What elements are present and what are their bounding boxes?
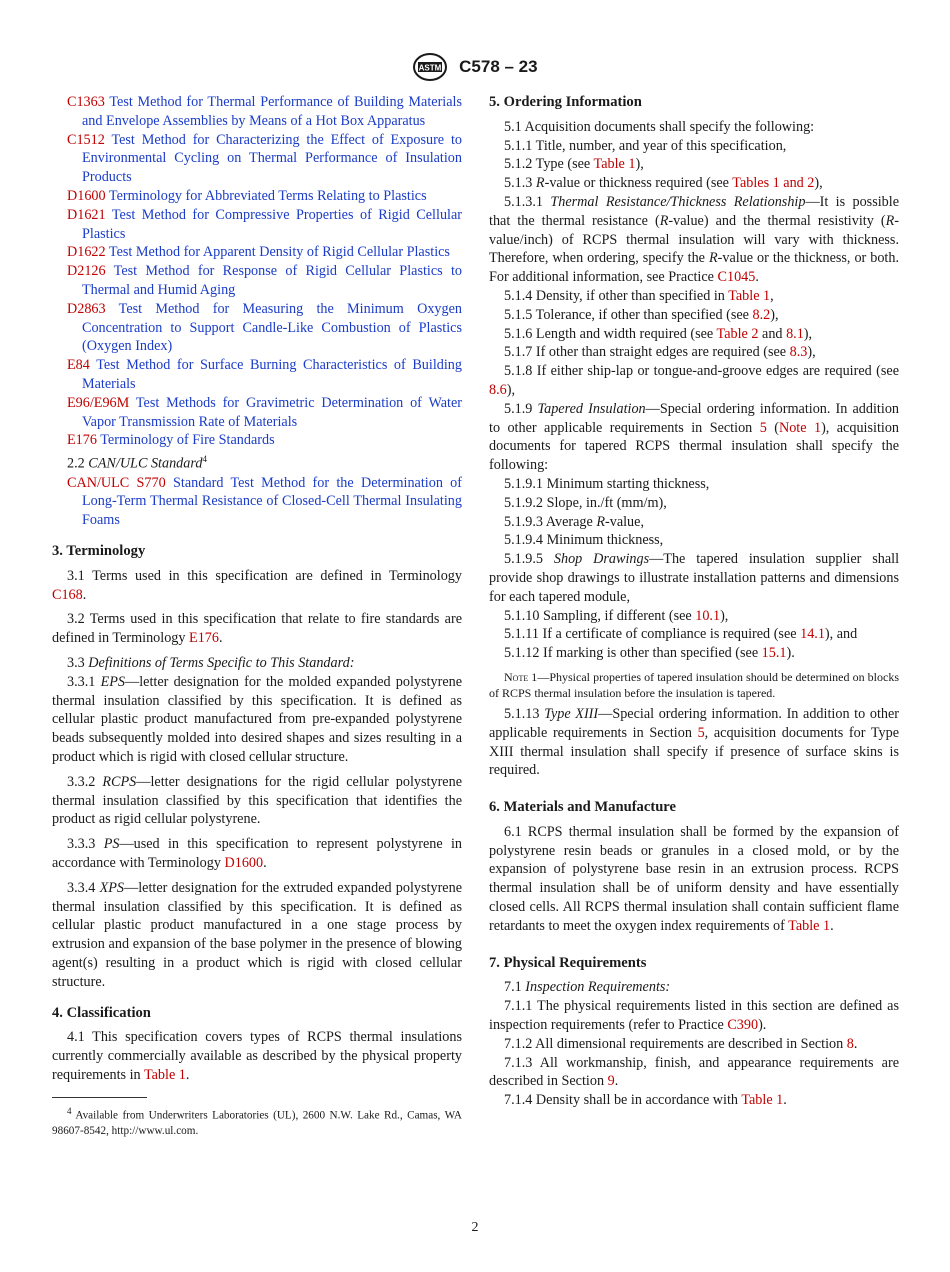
reference-code-link[interactable]: D1622 [67, 244, 106, 261]
reference-code-link[interactable]: D2126 [67, 263, 106, 280]
paragraph-7-1-3: 7.1.3 All workmanship, finish, and appearance requirements are described in Section 9. [489, 1054, 899, 1090]
reference-code-link[interactable]: E84 [67, 357, 90, 374]
paragraph-5-1: 5.1 Acquisition documents shall specify the following: [504, 118, 815, 135]
paragraph-3-3-2: 3.3.2 RCPS—letter designations for the rigid cellular polystyrene thermal insulation classified by this specification that identifies the product as rigid cellular polystyrene. [52, 773, 462, 828]
reference-title: Test Method for Response of Rigid Cellular Plastics to Thermal and Humid Aging [82, 263, 462, 298]
cross-ref-link[interactable]: 8.6 [489, 381, 507, 398]
paragraph-5-1-2: 5.1.2 Type (see Table 1), [504, 156, 644, 173]
paragraph-3-3: 3.3 Definitions of Terms Specific to This Standard: [67, 655, 355, 672]
cross-ref-link[interactable]: 5 [759, 419, 767, 436]
reference-title: Test Methods for Gravimetric Determination of Water Vapor Transmission Rate of Materials [82, 394, 462, 430]
reference-code-link[interactable]: D1621 [67, 206, 106, 223]
reference-title: Test Method for Characterizing the Effect of Exposure to Environmental Cycling on Thermal Performance of Insulation Products [82, 131, 462, 186]
cross-ref-link[interactable]: Table 1 [593, 156, 636, 173]
reference-code-link[interactable]: CAN/ULC S770 [67, 474, 166, 491]
paragraph-5-1-3-1: 5.1.3.1 Thermal Resistance/Thickness Relationship—It is possible that the thermal resistance (R-value) and the thermal resistivity (R-value/inch) of RCPS thermal insulation will vary with thickness. Therefore, when ordering, specify the R-value or the thickness, or both. For additional information, see Practice C1045. [489, 193, 900, 286]
cross-ref-link[interactable]: 9 [607, 1073, 615, 1090]
reference-title: Test Method for Measuring the Minimum Oxygen Concentration to Support Candle-Like Combustion of Plastics (Oxygen Index) [82, 300, 462, 355]
reference-item [52, 243, 462, 262]
left-column [52, 93, 462, 1139]
paragraph-5-1-9: 5.1.9 Tapered Insulation—Special ordering information. In addition to other applicable requirements in Section 5 (Note 1), acquisition documents for tapered RCPS thermal insulation shall specify the following: [489, 400, 900, 474]
cross-ref-link[interactable]: Table 1 [788, 917, 831, 934]
reference-item [52, 394, 462, 432]
paragraph-5-1-8: 5.1.8 If either ship-lap or tongue-and-groove edges are required (see 8.6), [489, 363, 899, 398]
reference-item [52, 474, 462, 530]
reference-title: Test Method for Surface Burning Characteristics of Building Materials [82, 357, 462, 392]
cross-ref-link[interactable]: C1045 [717, 269, 756, 286]
paragraph-5-1-11: 5.1.11 If a certificate of compliance is required (see 14.1), and [504, 626, 858, 643]
right-column [489, 93, 899, 1110]
paragraph-7-1-1: 7.1.1 The physical requirements listed in this section are defined as inspection requirements (refer to Practice C390). [489, 998, 899, 1034]
section-heading-terminology: 3. Terminology [52, 543, 146, 560]
paragraph-5-1-5: 5.1.5 Tolerance, if other than specified (see 8.2), [504, 306, 779, 323]
cross-ref-link[interactable]: 14.1 [800, 626, 825, 643]
paragraph-5-1-9-1: 5.1.9.1 Minimum starting thickness, [504, 475, 710, 492]
cross-ref-link[interactable]: 8.2 [752, 306, 771, 323]
note-1: Note 1—Physical properties of tapered insulation should be determined on blocks of RCPS thermal insulation before the insulation is tapered. [489, 669, 900, 700]
cross-ref-link[interactable]: 5 [697, 724, 705, 741]
cross-ref-link[interactable]: Table 1 [728, 287, 771, 304]
cross-ref-link[interactable]: D1600 [224, 855, 264, 872]
cross-ref-link[interactable]: Table 1 [143, 1066, 186, 1083]
reference-title: Test Method for Apparent Density of Rigid Cellular Plastics [108, 244, 450, 261]
section-heading-materials: 6. Materials and Manufacture [489, 799, 676, 816]
section-heading-ordering: 5. Ordering Information [489, 94, 642, 110]
page-number: 2 [471, 1220, 479, 1235]
footnote: $^4$ Available from Underwriters Laboratories (UL), 2600 N.W. Lake Rd., Camas, WA 98607-8542, http://www.ul.com. [52, 1105, 462, 1137]
cross-ref-link[interactable]: 8 [846, 1035, 854, 1052]
reference-code-link[interactable]: E176 [67, 432, 97, 449]
reference-code-link[interactable]: D1600 [67, 187, 106, 204]
cross-ref-link[interactable]: E176 [189, 630, 219, 647]
paragraph-5-1-7: 5.1.7 If other than straight edges are required (see 8.3), [504, 344, 816, 361]
reference-item [52, 93, 462, 131]
paragraph-7-1-4: 7.1.4 Density shall be in accordance with Table 1. [504, 1092, 787, 1109]
astm-logo-icon [412, 52, 448, 82]
footnote-marker: 4 [202, 454, 207, 465]
paragraph-5-1-9-5: 5.1.9.5 Shop Drawings—The tapered insulation supplier shall provide shop drawings to illustrate installation patterns and dimensions for each tapered module, [489, 551, 900, 605]
reference-item [52, 187, 462, 206]
reference-item [52, 356, 462, 394]
reference-item [52, 206, 462, 244]
reference-code-link[interactable]: C1512 [67, 131, 105, 148]
reference-item [52, 131, 462, 187]
reference-title: Test Method for Thermal Performance of Building Materials and Envelope Assemblies by Means of a Hot Box Apparatus [82, 94, 462, 129]
reference-code-link[interactable]: C1363 [67, 94, 105, 110]
subsection-2-2: 2.2 CAN/ULC Standard$^4$ [67, 454, 207, 472]
paragraph-5-1-9-4: 5.1.9.4 Minimum thickness, [504, 532, 664, 549]
reference-code-link[interactable]: E96/E96M [67, 394, 130, 411]
paragraph-6-1: 6.1 RCPS thermal insulation shall be formed by the expansion of polystyrene resin beads or granules in a closed mold, or by the expansion of polystyrene base resin in an extrusion process. RCPS thermal insulation shall be of uniform density and have essentially closed cells. All RCPS thermal insulation shall contain sufficient flame retardants to meet the oxygen index requirements of Table 1. [489, 823, 899, 934]
cross-ref-link[interactable]: 10.1 [695, 607, 721, 624]
cross-ref-link[interactable]: 8.3 [789, 344, 808, 361]
reference-title: Test Method for Compressive Properties of Rigid Cellular Plastics [82, 206, 462, 242]
paragraph-4-1: 4.1 This specification covers types of RCPS thermal insulations currently commercially available as described by the physical property requirements in Table 1. [52, 1029, 462, 1083]
section-heading-classification: 4. Classification [52, 1004, 151, 1021]
paragraph-5-1-4: 5.1.4 Density, if other than specified in Table 1, [504, 287, 774, 304]
paragraph-3-1: 3.1 Terms used in this specification are defined in Terminology C168. [52, 567, 462, 603]
cross-ref-link[interactable]: Table 2 [716, 325, 759, 342]
cross-ref-link[interactable]: 15.1 [761, 645, 787, 662]
paragraph-7-1-2: 7.1.2 All dimensional requirements are described in Section 8. [504, 1035, 858, 1052]
footnote-divider [52, 1097, 147, 1098]
paragraph-3-3-4: 3.3.4 XPS—letter designation for the extruded expanded polystyrene thermal insulation classified by this specification. It is defined as cellular plastic product manufactured in a one stage process by extrusion and expansion of the base polymer in the presence of blowing agent(s) resulting in a product which is rigid with closed cellular structure. [52, 879, 462, 990]
reference-item [52, 262, 462, 300]
reference-item [52, 431, 462, 450]
paragraph-5-1-9-2: 5.1.9.2 Slope, in./ft (mm/m), [504, 494, 667, 511]
reference-code-link[interactable]: D2863 [67, 300, 106, 317]
cross-ref-link[interactable]: Table 1 [741, 1092, 784, 1109]
paragraph-5-1-9-3: 5.1.9.3 Average R-value, [504, 513, 644, 530]
reference-title: Terminology of Fire Standards [100, 432, 275, 449]
paragraph-5-1-3: 5.1.3 R-value or thickness required (see Tables 1 and 2), [504, 175, 823, 192]
reference-title: Terminology for Abbreviated Terms Relating to Plastics [108, 187, 427, 204]
svg-text:ASTM: ASTM [419, 63, 442, 73]
paragraph-3-3-1: 3.3.1 EPS—letter designation for the molded expanded polystyrene thermal insulation classified by this specification. It is defined as cellular plastic product manufactured from pre-expanded polystyrene beads subsequently molded into desired shapes and sizes resulting in a product which is rigid with closed cellular structure. [52, 673, 463, 766]
page-header [0, 52, 950, 82]
note-link[interactable]: Note 1 [778, 419, 822, 436]
section-heading-physical: 7. Physical Requirements [489, 954, 647, 971]
reference-title: Standard Test Method for the Determination of Long-Term Thermal Resistance of Closed-Cell Thermal Insulating Foams [82, 474, 463, 529]
cross-ref-link[interactable]: C168 [52, 586, 83, 603]
reference-list [52, 93, 462, 530]
paragraph-7-1: 7.1 Inspection Requirements: [504, 979, 671, 996]
cross-ref-link[interactable]: Tables 1 and 2 [732, 175, 815, 192]
document-designation: C578 – 23 [459, 57, 538, 76]
paragraph-5-1-6: 5.1.6 Length and width required (see Table 2 and 8.1), [504, 325, 813, 342]
paragraph-3-2: 3.2 Terms used in this specification that relate to fire standards are defined in Terminology E176. [52, 611, 462, 647]
paragraph-5-1-10: 5.1.10 Sampling, if different (see 10.1), [504, 607, 729, 624]
paragraph-5-1-12: 5.1.12 If marking is other than specified (see 15.1). [504, 645, 795, 662]
paragraph-3-3-3: 3.3.3 PS—used in this specification to represent polystyrene in accordance with Terminology D1600. [52, 836, 463, 872]
paragraph-5-1-1: 5.1.1 Title, number, and year of this specification, [504, 137, 787, 154]
paragraph-5-1-13: 5.1.13 Type XIII—Special ordering information. In addition to other applicable requirements in Section 5, acquisition documents for Type XIII thermal insulation shall specify if presence of surface skins is required. [489, 705, 900, 779]
cross-ref-link[interactable]: 8.1 [786, 325, 804, 342]
cross-ref-link[interactable]: C390 [727, 1017, 759, 1034]
reference-item [52, 300, 462, 356]
